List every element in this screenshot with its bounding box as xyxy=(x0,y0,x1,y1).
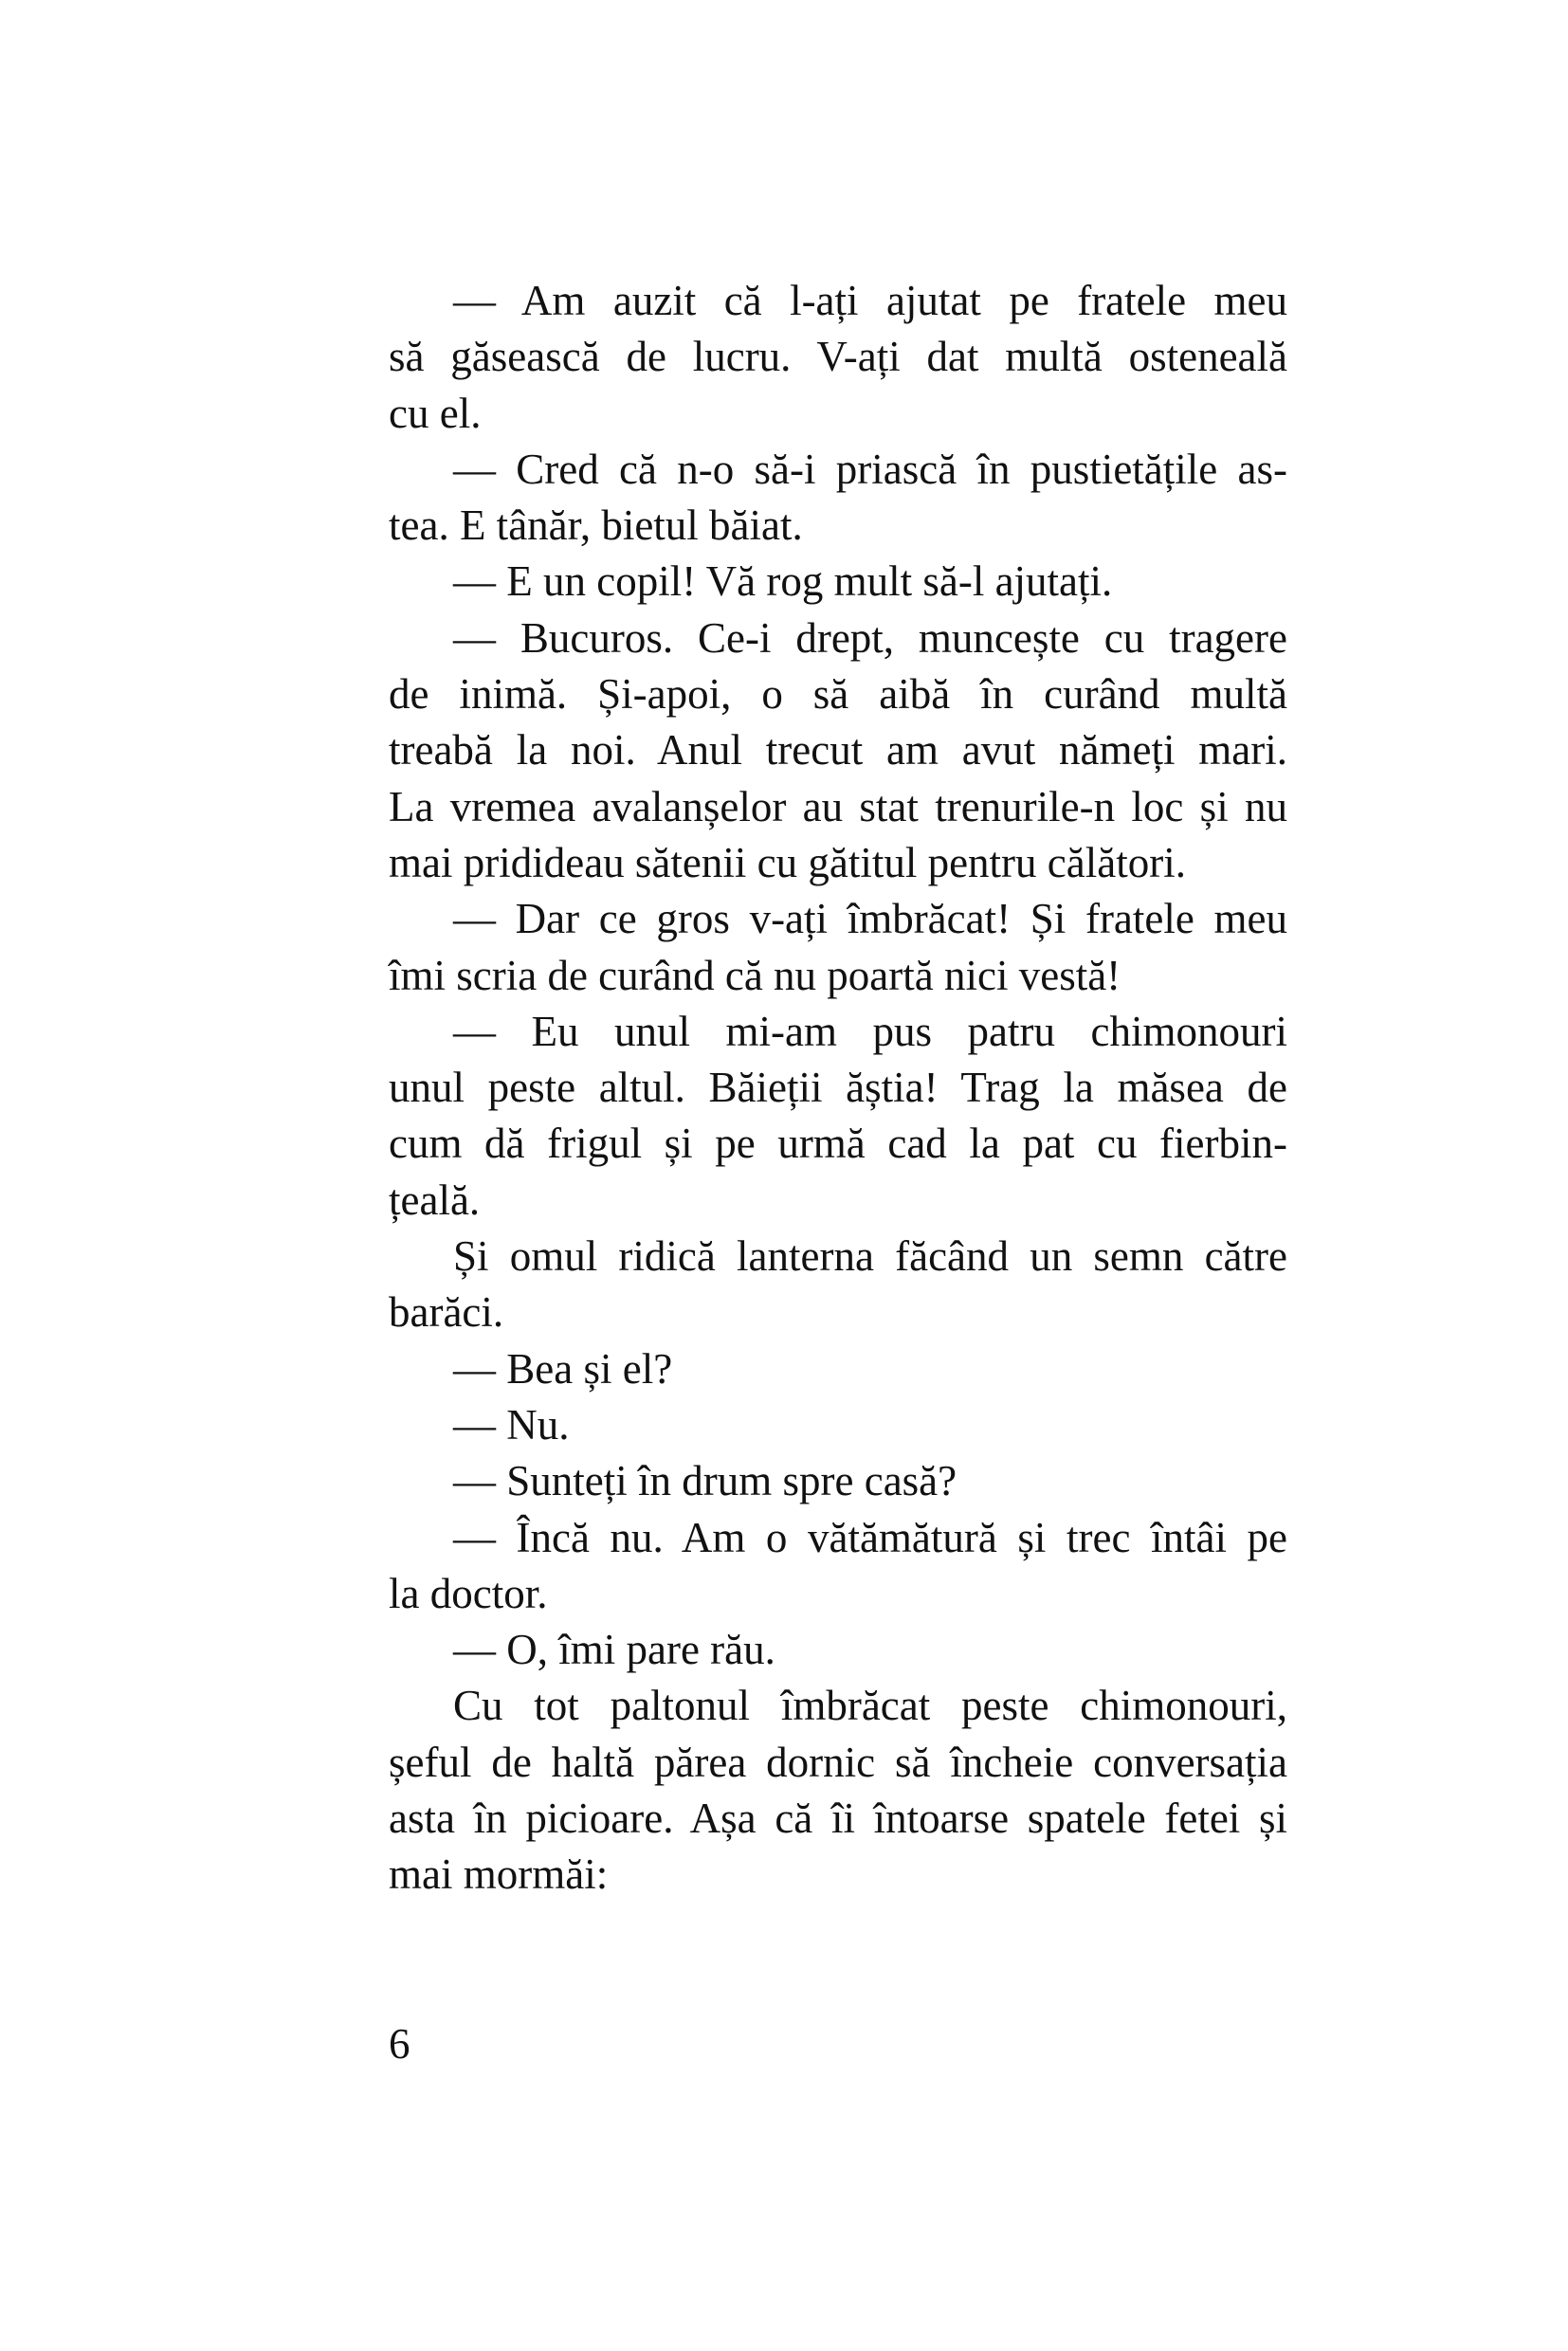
text-line: Cu tot paltonul îmbrăcat peste chimonouri, xyxy=(453,1682,1287,1730)
text-line: să găsească de lucru. V-ați dat multă osteneală xyxy=(389,333,1287,381)
text-line: — O, îmi pare rău. xyxy=(453,1626,775,1674)
paragraph xyxy=(389,554,1287,610)
text-line: unul peste altul. Băieții ăștia! Trag la măsea de xyxy=(389,1064,1287,1112)
text-line: — Nu. xyxy=(453,1400,570,1449)
paragraph xyxy=(389,1341,1287,1397)
text-line: șeful de haltă părea dornic să încheie conversația xyxy=(389,1738,1287,1786)
paragraph xyxy=(389,1004,1287,1229)
paragraph xyxy=(389,1229,1287,1341)
text-line: mai prididеau sătenii cu gătitul pentru călători. xyxy=(389,838,1186,886)
text-line: — E un copil! Vă rog mult să-l ajutați. xyxy=(453,557,1113,606)
text-line: — Bucuros. Ce-i drept, muncește cu tragere xyxy=(453,613,1287,662)
text-line: Și omul ridică lanterna făcând un semn către xyxy=(453,1232,1287,1281)
paragraph xyxy=(389,611,1287,891)
text-line: barăci. xyxy=(389,1288,504,1337)
body-text xyxy=(389,273,1287,1904)
text-line: tea. E tânăr, bietul băiat. xyxy=(389,501,803,550)
text-line: la doctor. xyxy=(389,1569,548,1617)
text-line: — Încă nu. Am o vătămătură și trec întâi pe xyxy=(453,1513,1287,1561)
paragraph xyxy=(389,1678,1287,1903)
paragraph xyxy=(389,1510,1287,1623)
text-line: La vremea avalanșelor au stat trenurile-n loc și nu xyxy=(389,782,1287,830)
text-line: treabă la noi. Anul trecut am avut nămeți mari. xyxy=(389,726,1287,775)
text-line: îmi scria de curând că nu poartă nici vestă! xyxy=(389,951,1121,999)
paragraph xyxy=(389,273,1287,442)
text-line: cu el. xyxy=(389,389,482,437)
text-line: asta în picioare. Așa că îi întoarse spatele fetei și xyxy=(389,1795,1287,1843)
text-line: — Dar ce gros v-ați îmbrăcat! Și fratele meu xyxy=(453,895,1287,943)
text-line: cum dă frigul și pe urmă cad la pat cu fierbin- xyxy=(389,1120,1287,1168)
paragraph xyxy=(389,891,1287,1004)
page-number: 6 xyxy=(389,2020,410,2068)
paragraph xyxy=(389,1453,1287,1509)
text-line: — Am auzit că l-ați ajutat pe fratele meu xyxy=(453,277,1287,324)
paragraph xyxy=(389,442,1287,555)
text-line: — Eu unul mi-am pus patru chimonouri xyxy=(453,1007,1287,1055)
text-line: — Bea și el? xyxy=(453,1344,673,1393)
text-line: țeală. xyxy=(389,1176,481,1224)
paragraph xyxy=(389,1397,1287,1453)
text-line: mai mormăi: xyxy=(389,1850,609,1899)
text-line: — Sunteți în drum spre casă? xyxy=(453,1457,957,1505)
text-line: — Cred că n-o să-i priască în pustietățile as- xyxy=(453,445,1287,493)
paragraph xyxy=(389,1622,1287,1678)
text-line: de inimă. Și-apoi, o să aibă în curând multă xyxy=(389,670,1287,719)
